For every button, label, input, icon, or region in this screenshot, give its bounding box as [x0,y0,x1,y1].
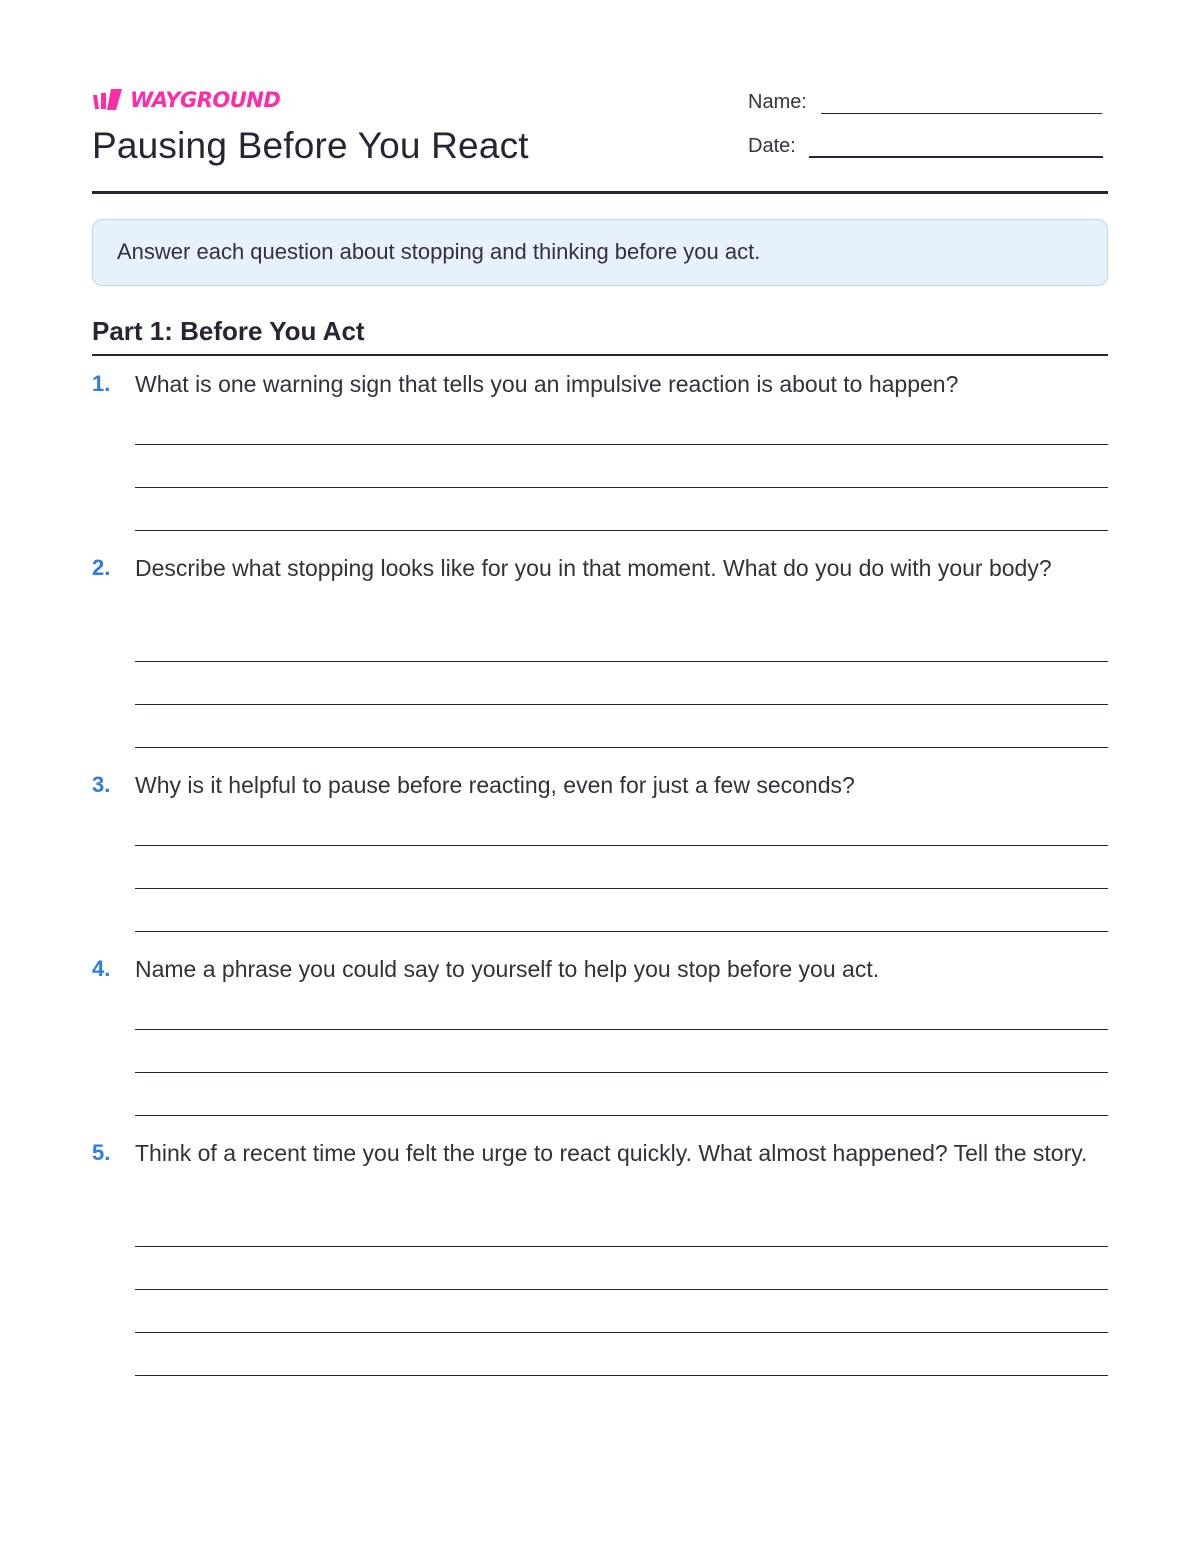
answer-line[interactable] [135,1375,1108,1376]
question-text: Think of a recent time you felt the urge to react quickly. What almost happened? Tell the story. [135,1140,1088,1166]
answer-line[interactable] [135,444,1108,445]
worksheet-page [92,0,1108,1552]
date-label: Date: [748,135,796,157]
question-number: 4. [92,956,111,981]
answer-line[interactable] [135,888,1108,889]
question-number: 2. [92,555,111,580]
answer-line[interactable] [135,1072,1108,1073]
question-number: 1. [92,371,111,396]
question-number: 3. [92,772,111,797]
page-title: Pausing Before You React [92,125,529,166]
answer-line[interactable] [135,1332,1108,1333]
answer-line[interactable] [135,487,1108,488]
answer-line[interactable] [135,530,1108,531]
section-heading: Part 1: Before You Act [92,316,365,346]
answer-line[interactable] [135,1246,1108,1247]
question-text: Why is it helpful to pause before reacting, even for just a few seconds? [135,772,855,798]
wayground-logo-icon [92,89,126,111]
question-number: 5. [92,1140,111,1165]
name-input-line[interactable] [821,90,1102,114]
answer-line[interactable] [135,704,1108,705]
question-text: Describe what stopping looks like for you in that moment. What do you do with your body? [135,555,1052,581]
worksheet-header [92,84,1108,194]
name-label: Name: [748,91,807,113]
answer-line[interactable] [135,747,1108,748]
answer-line[interactable] [135,1029,1108,1030]
answer-line[interactable] [135,661,1108,662]
answer-line[interactable] [135,845,1108,846]
question-text: Name a phrase you could say to yourself to help you stop before you act. [135,956,880,982]
question-text: What is one warning sign that tells you an impulsive reaction is about to happen? [135,371,959,397]
answer-line[interactable] [135,1289,1108,1290]
answer-line[interactable] [135,931,1108,932]
section-divider [92,354,1108,356]
brand-name: WAYGROUND [130,88,281,112]
answer-line[interactable] [135,1115,1108,1116]
date-field [748,134,1103,158]
date-input-line[interactable] [809,134,1103,158]
instructions-box [92,219,1108,286]
brand-logo [92,88,280,112]
name-field [748,90,1102,114]
header-divider [92,191,1108,194]
instructions-text: Answer each question about stopping and thinking before you act. [117,239,761,264]
